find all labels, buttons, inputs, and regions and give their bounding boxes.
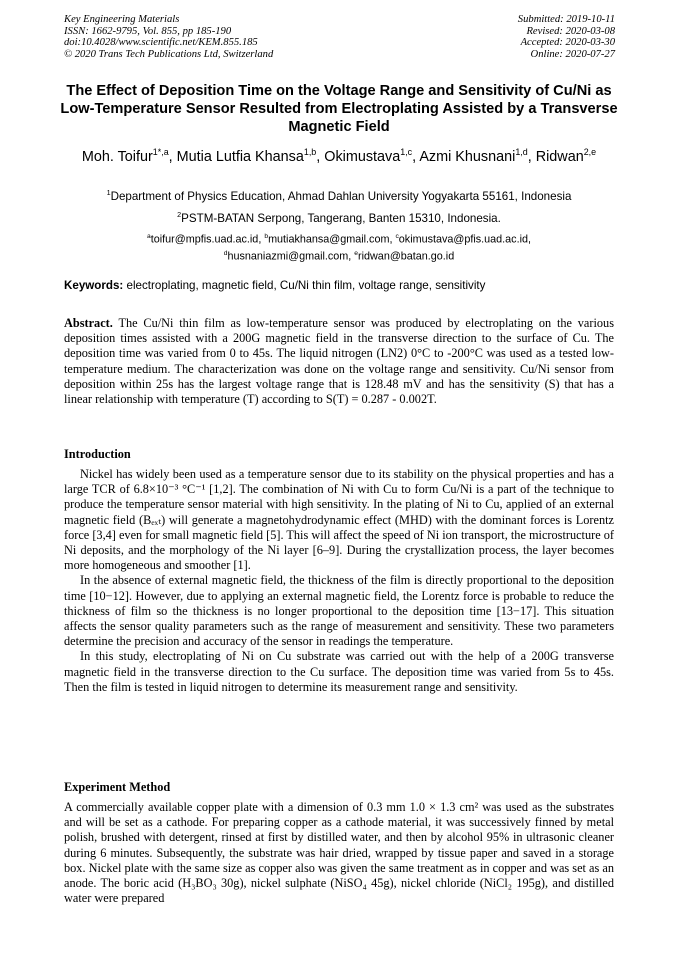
copyright-line: © 2020 Trans Tech Publications Ltd, Switzerland [64, 48, 274, 60]
email-sup: e [354, 250, 359, 258]
keywords-text: electroplating, magnetic field, Cu/Ni thin film, voltage range, sensitivity [126, 279, 486, 292]
issn-line: ISSN: 1662-9795, Vol. 855, pp 185-190 [64, 25, 232, 37]
abstract [64, 316, 614, 407]
email-sup: b [264, 233, 269, 240]
email-address[interactable]: ridwan@batan.go.id [358, 250, 455, 263]
author-list: Moh. Toifur$^{1*,a}$, Mutia Lutfia Khansa$^{1,b}$, Okimustava$^{1,c}$, Azmi Khusnani$^{1,d}$, Ridwan$^{2,e}$ [81, 147, 597, 165]
email-address[interactable]: okimustava@pfis.uad.ac.id [398, 233, 528, 246]
email-address[interactable]: husnaniazmi@gmail.com [227, 250, 349, 263]
keywords-label: Keywords: [64, 279, 124, 292]
author-sup: 1,d [515, 147, 528, 157]
online-date: Online: 2020-07-27 [530, 48, 615, 60]
submission-dates [518, 14, 615, 60]
author-name: Okimustava [324, 148, 401, 165]
section-heading-introduction: Introduction [64, 447, 131, 461]
author-name: Mutia Lutfia Khansa [176, 148, 304, 165]
paragraph: In this study, electroplating of Ni on Cu substrate was carried out with the help of a 200G transverse magnetic field in the transverse direction to the Cu surface. The deposition time was varied from 5s to 45s. Then the film is tested in liquid nitrogen to determine its measurement range and sensitivity. [64, 649, 614, 694]
introduction-body [64, 467, 614, 695]
email-sup: a [147, 233, 151, 240]
paragraph: In the absence of external magnetic field, the thickness of the film is directly proportional to the deposition time [10−12]. However, due to applying an external magnetic field, the Lorentz force is probable to reduce the thickness of film so the thickness is no longer proportional to the deposition time [13−17]. This situation affects the sensor quality parameters such as the range of measurement and sensitivity. These two parameters determine the precision and accuracy of the sensor in readings the temperature. [64, 573, 614, 649]
experiment-body [64, 800, 614, 906]
author-sup: 1*,a [152, 147, 169, 157]
author-sup: 2,e [583, 147, 597, 157]
affiliation-text: Department of Physics Education, Ahmad Dahlan University Yogyakarta 55161, Indonesia [110, 189, 572, 203]
paragraph: Nickel has widely been used as a temperature sensor due to its stability on the physical properties and has a large TCR of 6.8×10⁻³ °C⁻¹ [1,2]. The combination of Ni with Cu to form Cu/Ni is a part of the technique to produce the temperature sensor material with high sensitivity. In the plating of Ni to Cu, applied of an external magnetic field (Bₑₓₜ) will generate a magnetohydrodynamic effect (MHD) with the dominant forces is Lorentz force [3,4] even for small magnetic field [5]. This will affect the speed of Ni ion transport, the microstructure of Ni deposits, and the morphology of the Ni layer [6–9]. During the crystallization process, the layer becomes more homogeneous and smoother [1]. [64, 467, 614, 573]
affiliation-text: PSTM-BATAN Serpong, Tangerang, Banten 15310, Indonesia. [181, 211, 501, 225]
paragraph: A commercially available copper plate with a dimension of 0.3 mm 1.0 × 1.3 cm² was used as the substrates and will be set as a cathode. For preparing copper as a cathode material, it was successively finned by metal polish, brushed with detergent, rinsed at first by distilled water, and then by alcohol 95% in ultrasonic cleaner during 6 minutes. Subsequently, the substrate was hair dried, wrapped by tissue paper and saved in a storage box. Nickel plate with the same size as copper also was given the same treatment as in copper and was set as an anode. The boric acid (H₃BO₃ 30g), nickel sulphate (NiSO₄ 45g), nickel chloride (NiCl₂ 195g), and distilled water were prepared [64, 800, 614, 906]
journal-info [64, 14, 273, 60]
keywords [64, 278, 616, 293]
abstract-label: Abstract. [64, 316, 113, 330]
email-sup: c [395, 233, 399, 240]
doi-line: doi:10.4028/www.scientific.net/KEM.855.185 [64, 37, 258, 49]
author-sup: 1,c [400, 147, 413, 157]
affiliation-sup: 2 [177, 210, 182, 219]
affiliation-1 [64, 185, 614, 204]
section-heading-experiment: Experiment Method [64, 780, 171, 794]
revised-date: Revised: 2020-03-08 [526, 25, 615, 37]
email-list: $^a$toifur@mpfis.uad.ac.id, $^b$mutiakhansa@gmail.com, $^c$okimustava@pfis.uad.ac.id, $^d$husnaniazmi@gmail.com, $^e$ridwan@batan.go.id [147, 233, 531, 263]
email-address[interactable]: mutiakhansa@gmail.com [268, 233, 390, 246]
submitted-date: Submitted: 2019-10-11 [517, 14, 615, 25]
author-name: Moh. Toifur [81, 148, 153, 165]
author-sup: 1,b [303, 147, 317, 157]
email-sup: d [223, 250, 228, 258]
paper-title: The Effect of Deposition Time on the Voltage Range and Sensitivity of Cu/Ni as Low-Temperature Sensor Resulted from Electroplating Assisted by a Transverse Magnetic Field [60, 83, 618, 135]
author-name: Azmi Khusnani [419, 148, 516, 165]
journal-name: Key Engineering Materials [64, 14, 180, 25]
email-address[interactable]: toifur@mpfis.uad.ac.id [150, 233, 259, 246]
abstract-text: The Cu/Ni thin film as low-temperature sensor was produced by electroplating on the various deposition times assisted with a 200G magnetic field in the transverse direction to the surface of Cu. The deposition time was varied from 0 to 45s. The liquid nitrogen (LN2) 0°C to -200°C was used as a tested low-temperature medium. The characterization was done on the voltage range and sensitivity. Cu/Ni sensor from deposition within 25s has the largest voltage range that is 128.48 mV and has the sensitivity (S) that has a linear relationship with temperature (T) according to S(T) = 0.287 - 0.002T. [64, 316, 614, 407]
author-name: Ridwan [535, 148, 584, 165]
affiliation-2 [64, 207, 614, 226]
accepted-date: Accepted: 2020-03-30 [520, 37, 615, 49]
affiliation-sup: 1 [106, 188, 111, 197]
